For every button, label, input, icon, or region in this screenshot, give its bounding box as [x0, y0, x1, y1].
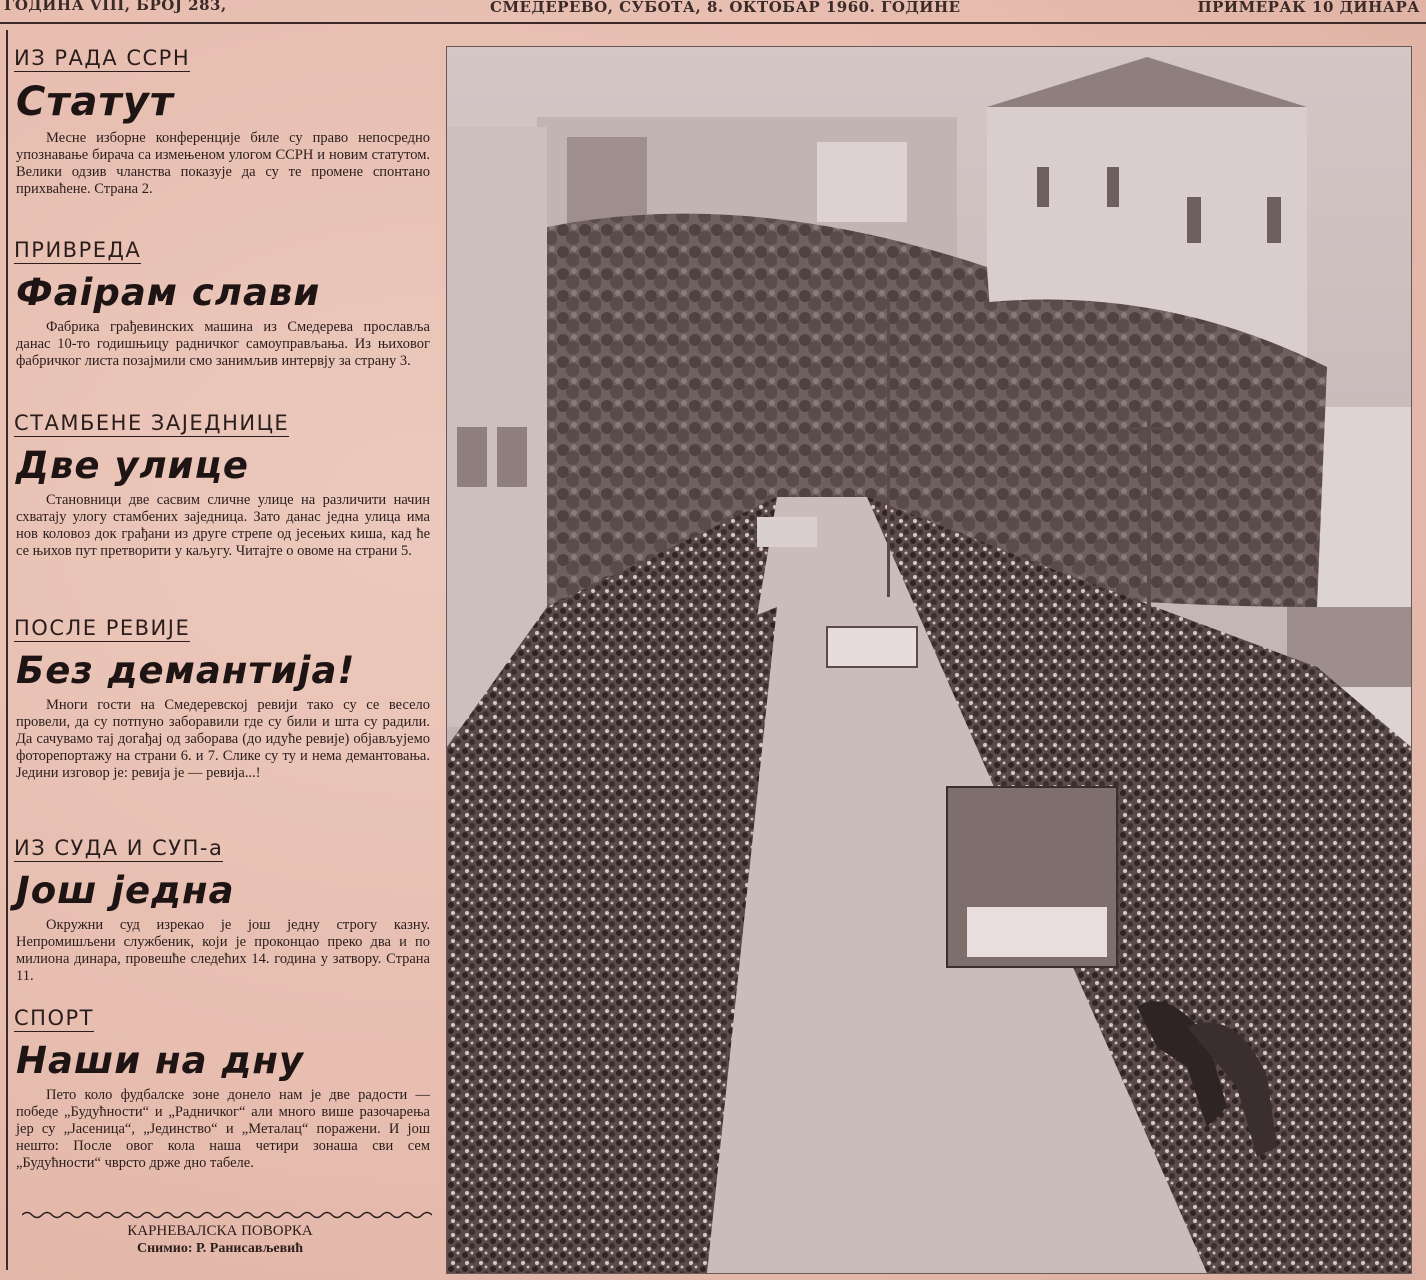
headline: Статут [16, 79, 174, 125]
section-label: ПРИВРЕДА [14, 238, 142, 262]
section-sport [14, 1006, 434, 1172]
section-label: ИЗ РАДА ССРН [14, 46, 191, 70]
section-label: ПОСЛЕ РЕВИЈЕ [14, 616, 191, 640]
photo-credit: Снимио: Р. Ранисављевић [137, 1241, 303, 1256]
article-body: Становници две сасвим сличне улице на различити начин схватају улогу стамбених заједница. Зато данас једна улица има нов коловоз док грађани из друге стрепе од јесењих киша, кад ће се њихов пут претворити у каљугу. Читајте о овоме на страни 5. [16, 492, 430, 559]
article-body: Пето коло фудбалске зоне донело нам је две радости — победе „Будућности“ и „Радничког“ али много више разочарења јер су „Јасеница“, „Јединство“ и „Металац“ поражени. И још нешто: После овог кола наша четири зонаша сви сем „Будућности“ чврсто држе дно табеле. [16, 1087, 430, 1171]
section-revija [14, 616, 434, 782]
section-privreda [14, 238, 434, 370]
section-stambene [14, 411, 434, 560]
photo-caption [40, 1222, 400, 1258]
headline: Две улице [16, 444, 250, 487]
issue-number: ГОДИНА VIII, БРОЈ 283, [4, 0, 227, 14]
masthead [0, 0, 1426, 22]
price: ПРИМЕРАК 10 ДИНАРА [1197, 0, 1420, 16]
masthead-rule [0, 22, 1426, 24]
headline: Наши на дну [16, 1039, 305, 1082]
wavy-divider [22, 1210, 432, 1220]
caption-title: КАРНЕВАЛСКА ПОВОРКА [127, 1223, 313, 1239]
carnival-parade-photo [446, 46, 1412, 1274]
section-ssrn [14, 46, 434, 198]
article-body: Месне изборне конференције биле су право непосредно упознавање бирача са измењеном улогом ССРН и новим статутом. Велики одзив чланства показује да су те промене спонтано прихваћене. Страна 2. [16, 130, 430, 197]
headline: Фаірам слави [16, 271, 321, 314]
parade-photo-illustration [447, 47, 1411, 1273]
article-body: Фабрика грађевинских машина из Смедерева прослављa данас 10-то годишњицу радничког самоуправљања. Из њиховог фабричког листа позајмили смо занимљив интервју за страну 3. [16, 319, 430, 369]
left-margin-rule [6, 30, 8, 1270]
section-label: СПОРТ [14, 1006, 94, 1030]
article-body: Многи гости на Смедеревској ревији тако су се весело провели, да су потпуно заборавили где су били и шта су радили. Да сачувамо тај догађај од заборава (до идуће ревије) објављујемо фоторепортажу на страни 6. и 7. Слике су ту и нема демантовања. Једини изговор је: ревија је — ревија...! [16, 697, 430, 781]
article-body: Окружни суд изрекао је још једну строгу казну. Непромишљени службеник, који је проконцао преко два и по милиона динара, провешће следећих 14. година у затвору. Страна 11. [16, 917, 430, 984]
section-sud [14, 836, 434, 985]
dateline: СМЕДЕРЕВО, СУБОТА, 8. ОКТОБАР 1960. ГОДИНЕ [490, 0, 961, 16]
section-label: СТАМБЕНЕ ЗАЈЕДНИЦЕ [14, 411, 290, 435]
section-label: ИЗ СУДА И СУП-а [14, 836, 224, 860]
headline: Још једна [16, 869, 235, 912]
headline: Без демантија! [16, 649, 356, 692]
